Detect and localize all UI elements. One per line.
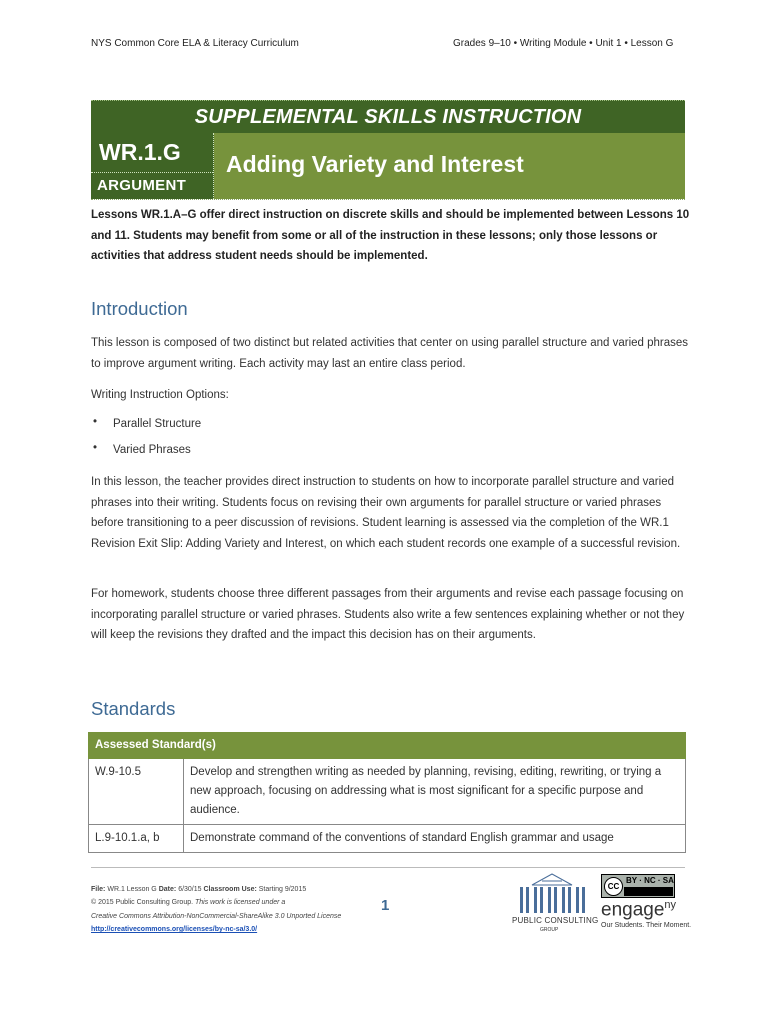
bullet-icon: •	[93, 442, 98, 454]
option-item: Parallel Structure	[113, 418, 202, 430]
pcg-group: GROUP	[540, 927, 559, 933]
file-value: WR.1 Lesson G	[107, 886, 157, 893]
lesson-title-box	[214, 133, 685, 199]
engageny-logo	[601, 899, 676, 921]
header-left: NYS Common Core ELA & Literacy Curriculum	[91, 38, 299, 49]
introduction-heading: Introduction	[91, 298, 188, 319]
standard-code: W.9-10.5	[89, 759, 184, 825]
standard-text: Develop and strengthen writing as needed by planning, revising, editing, rewriting, or trying a new approach, focusing on addressing what is most significant for a specific purpose and audience.	[184, 759, 686, 825]
file-label: File:	[91, 886, 106, 893]
engage-sup: ny	[664, 899, 677, 911]
standards-heading: Standards	[91, 698, 176, 719]
lesson-code-box	[91, 133, 214, 199]
pcg-logo-icon	[512, 871, 592, 915]
use-value: Starting 9/2015	[258, 886, 307, 893]
introduction-paragraph-1: This lesson is composed of two distinct but related activities that center on using parallel structure and varied phrases to improve argument writing. Each activity may last an entire class period.	[91, 337, 689, 370]
introduction-paragraph-2: In this lesson, the teacher provides direct instruction to students on how to incorporate parallel structure and varied phrases into their writing. Students focus on revising their own arguments for parallel structure or varied phrases before transitioning to a peer discussion of revisions. Student learning is assessed via the completion of the WR.1 Revision Exit Slip: Adding Variety and Interest, on which each student records one example of a successful revision.	[91, 476, 681, 550]
use-label: Classroom Use:	[203, 886, 257, 893]
implementation-note: Lessons WR.1.A–G offer direct instruction on discrete skills and should be implemented between Lessons 10 and 11. Students may benefit from some or all of the instruction in these lessons; only those lessons or activities that address student needs should be implemented.	[91, 209, 690, 262]
code-divider	[91, 172, 213, 173]
file-info	[91, 886, 306, 893]
lesson-title: Adding Variety and Interest	[226, 151, 524, 177]
table-row	[89, 759, 686, 825]
header-right: Grades 9–10 • Writing Module • Unit 1 • Lesson G	[453, 38, 674, 49]
standards-table-header: Assessed Standard(s)	[89, 733, 686, 759]
license-intro: This work is licensed under a	[195, 899, 286, 906]
engageny-tagline: Our Students. Their Moment.	[601, 922, 692, 929]
date-value: 6/30/15	[178, 886, 202, 893]
standard-code: L.9-10.1.a, b	[89, 825, 184, 853]
lesson-code: WR.1.G	[99, 139, 181, 165]
options-label: Writing Instruction Options:	[91, 389, 229, 401]
engage-text: engage	[601, 899, 665, 921]
cc-icon: CC	[604, 877, 623, 896]
license-link[interactable]: http://creativecommons.org/licenses/by-nc-sa/3.0/	[91, 926, 258, 933]
section-title: SUPPLEMENTAL SKILLS INSTRUCTION	[91, 100, 685, 133]
cc-bar	[624, 887, 673, 896]
lesson-category: ARGUMENT	[97, 177, 187, 194]
license-name: Creative Commons Attribution-NonCommercial-ShareAlike 3.0 Unported License	[91, 913, 342, 920]
pcg-name: PUBLIC CONSULTING	[512, 916, 599, 925]
copyright-line	[91, 899, 285, 906]
standards-table	[88, 732, 686, 853]
date-label: Date:	[158, 886, 177, 893]
introduction-paragraph-3: For homework, students choose three different passages from their arguments and revise each passage focusing on incorporating parallel structure or varied phrases. Students also write a few sentences explaining whether or not they will keep the revisions they drafted and the impact this decision has on their arguments.	[91, 588, 685, 641]
page-number: 1	[381, 897, 390, 914]
cc-icons: BY · NC · SA	[626, 876, 674, 885]
creative-commons-badge	[601, 874, 675, 898]
footer-divider	[91, 867, 685, 868]
banner-divider	[91, 199, 685, 200]
bullet-icon: •	[93, 416, 98, 428]
copyright: © 2015 Public Consulting Group.	[91, 899, 194, 906]
table-row	[89, 825, 686, 853]
standard-text: Demonstrate command of the conventions of standard English grammar and usage	[184, 825, 686, 853]
option-item: Varied Phrases	[113, 444, 191, 456]
